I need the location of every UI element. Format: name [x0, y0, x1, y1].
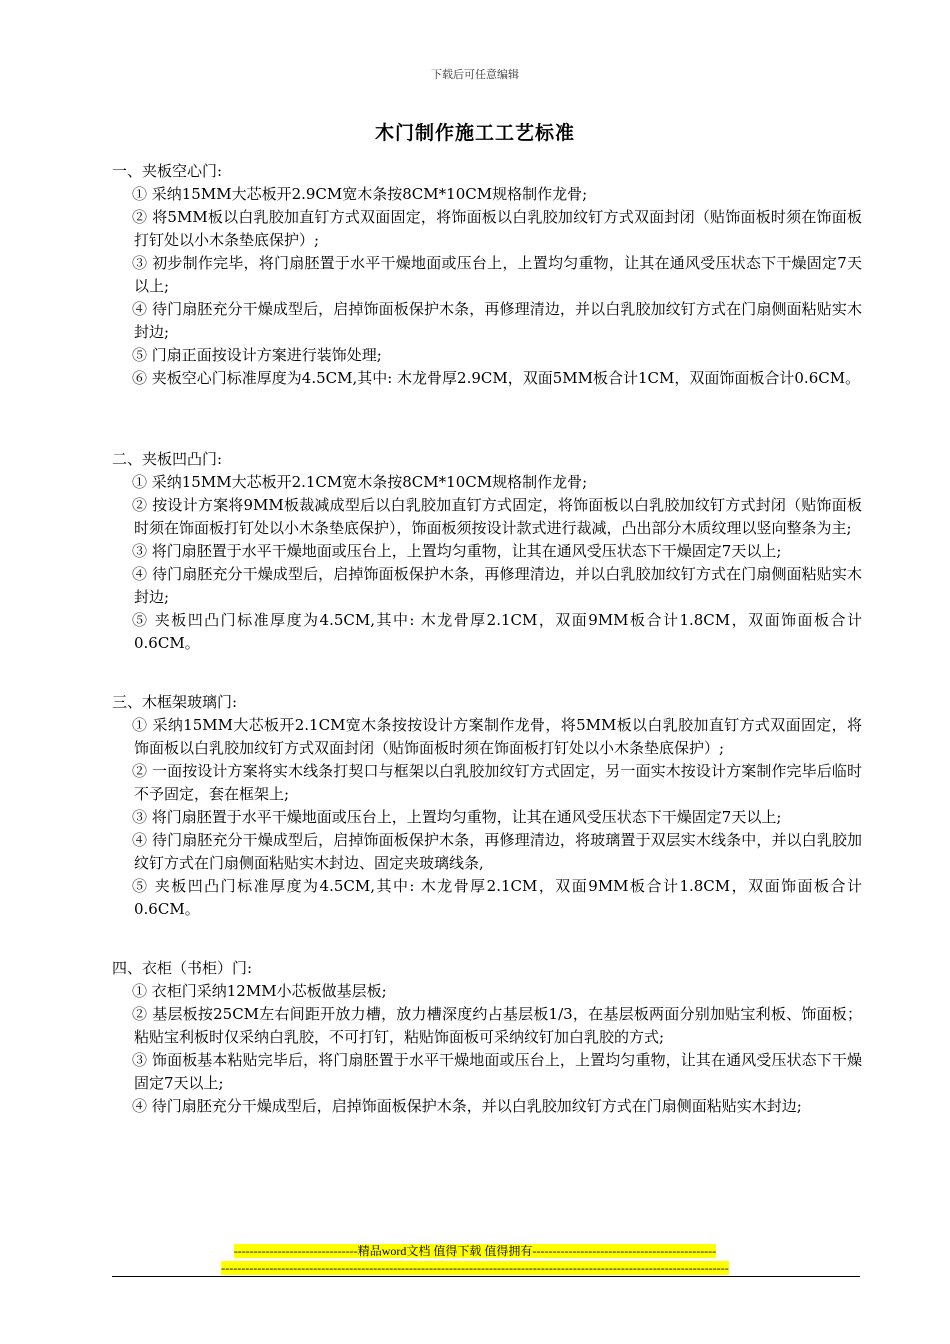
list-item: ② 一面按设计方案将实木线条打契口与框架以白乳胶加纹钉方式固定，另一面实木按设计方案制作完毕后临时不予固定，套在框架上; — [132, 762, 862, 803]
section-4 — [112, 957, 862, 1118]
section-1 — [112, 160, 862, 390]
section-3 — [112, 691, 862, 921]
footer-dash-text: ------------------------------------------------------------------------------------------------------------------------------- — [221, 1261, 729, 1275]
list-item: ① 采纳15MM大芯板开2.1CM宽木条按8CM*10CM规格制作龙骨; — [132, 473, 588, 491]
list-item: ④ 待门扇胚充分干燥成型后，启掉饰面板保护木条，再修理清边，将玻璃置于双层实木线条中，并以白乳胶加纹钉方式在门扇侧面粘贴实木封边、固定夹玻璃线条, — [132, 831, 862, 872]
section-heading: 二、夹板凹凸门: — [112, 450, 223, 468]
header-note: 下载后可任意编辑 — [431, 68, 519, 81]
footer-divider — [112, 1276, 860, 1277]
section-2 — [112, 448, 862, 655]
section-heading: 一、夹板空心门: — [112, 162, 223, 180]
footer-banner-text: -------------------------------精品word文档 值得下载 值得拥有---------------------------------------------- — [233, 1244, 717, 1258]
list-item: ③ 将门扇胚置于水平干燥地面或压台上，上置均匀重物，让其在通风受压状态下干燥固定7天以上; — [132, 808, 782, 826]
document-title: 木门制作施工工艺标准 — [374, 122, 575, 144]
list-item: ⑤ 夹板凹凸门标准厚度为4.5CM,其中: 木龙骨厚2.1CM，双面9MM板合计1.8CM，双面饰面板合计0.6CM。 — [132, 611, 862, 652]
list-item: ④ 待门扇胚充分干燥成型后，启掉饰面板保护木条，再修理清边，并以白乳胶加纹钉方式在门扇侧面粘贴实木封边; — [132, 300, 862, 341]
list-item: ② 按设计方案将9MM板裁减成型后以白乳胶加直钉方式固定，将饰面板以白乳胶加纹钉方式封闭（贴饰面板时须在饰面板打钉处以小木条垫底保护），饰面板须按设计款式进行裁减，凸出部分木质纹理以竖向整条为主; — [132, 496, 862, 537]
list-item: ② 基层板按25CM左右间距开放力槽，放力槽深度约占基层板1/3，在基层板两面分别加贴宝利板、饰面板；粘贴宝利板时仅采纳白乳胶，不可打钉，粘贴饰面板可采纳纹钉加白乳胶的方式; — [132, 1005, 862, 1046]
section-heading: 四、衣柜（书柜）门: — [112, 959, 253, 977]
list-item: ⑤ 夹板凹凸门标准厚度为4.5CM,其中: 木龙骨厚2.1CM，双面9MM板合计1.8CM，双面饰面板合计0.6CM。 — [132, 877, 862, 918]
footer-dash-line — [0, 1257, 950, 1276]
list-item: ③ 初步制作完毕，将门扇胚置于水平干燥地面或压台上，上置均匀重物，让其在通风受压状态下干燥固定7天以上; — [132, 254, 862, 295]
list-item: ③ 将门扇胚置于水平干燥地面或压台上，上置均匀重物，让其在通风受压状态下干燥固定7天以上; — [132, 542, 782, 560]
list-item: ⑥ 夹板空心门标准厚度为4.5CM,其中: 木龙骨厚2.9CM，双面5MM板合计1CM，双面饰面板合计0.6CM。 — [132, 369, 861, 387]
list-item: ① 衣柜门采纳12MM小芯板做基层板; — [132, 982, 387, 1000]
list-item: ④ 待门扇胚充分干燥成型后，启掉饰面板保护木条，并以白乳胶加纹钉方式在门扇侧面粘贴实木封边; — [132, 1097, 802, 1115]
list-item: ① 采纳15MM大芯板开2.9CM宽木条按8CM*10CM规格制作龙骨; — [132, 185, 588, 203]
list-item: ④ 待门扇胚充分干燥成型后，启掉饰面板保护木条，再修理清边，并以白乳胶加纹钉方式在门扇侧面粘贴实木封边; — [132, 565, 862, 606]
list-item: ① 采纳15MM大芯板开2.1CM宽木条按按设计方案制作龙骨，将5MM板以白乳胶加直钉方式双面固定，将饰面板以白乳胶加纹钉方式双面封闭（贴饰面板时须在饰面板打钉处以小木条垫底保护）; — [132, 716, 862, 757]
list-item: ⑤ 门扇正面按设计方案进行装饰处理; — [132, 346, 382, 364]
list-item: ③ 饰面板基本粘贴完毕后，将门扇胚置于水平干燥地面或压台上，上置均匀重物，让其在通风受压状态下干燥固定7天以上; — [132, 1051, 862, 1092]
document-body — [112, 160, 862, 1154]
section-heading: 三、木框架玻璃门: — [112, 693, 238, 711]
list-item: ② 将5MM板以白乳胶加直钉方式双面固定，将饰面板以白乳胶加纹钉方式双面封闭（贴饰面板时须在饰面板打钉处以小木条垫底保护）; — [132, 208, 862, 249]
